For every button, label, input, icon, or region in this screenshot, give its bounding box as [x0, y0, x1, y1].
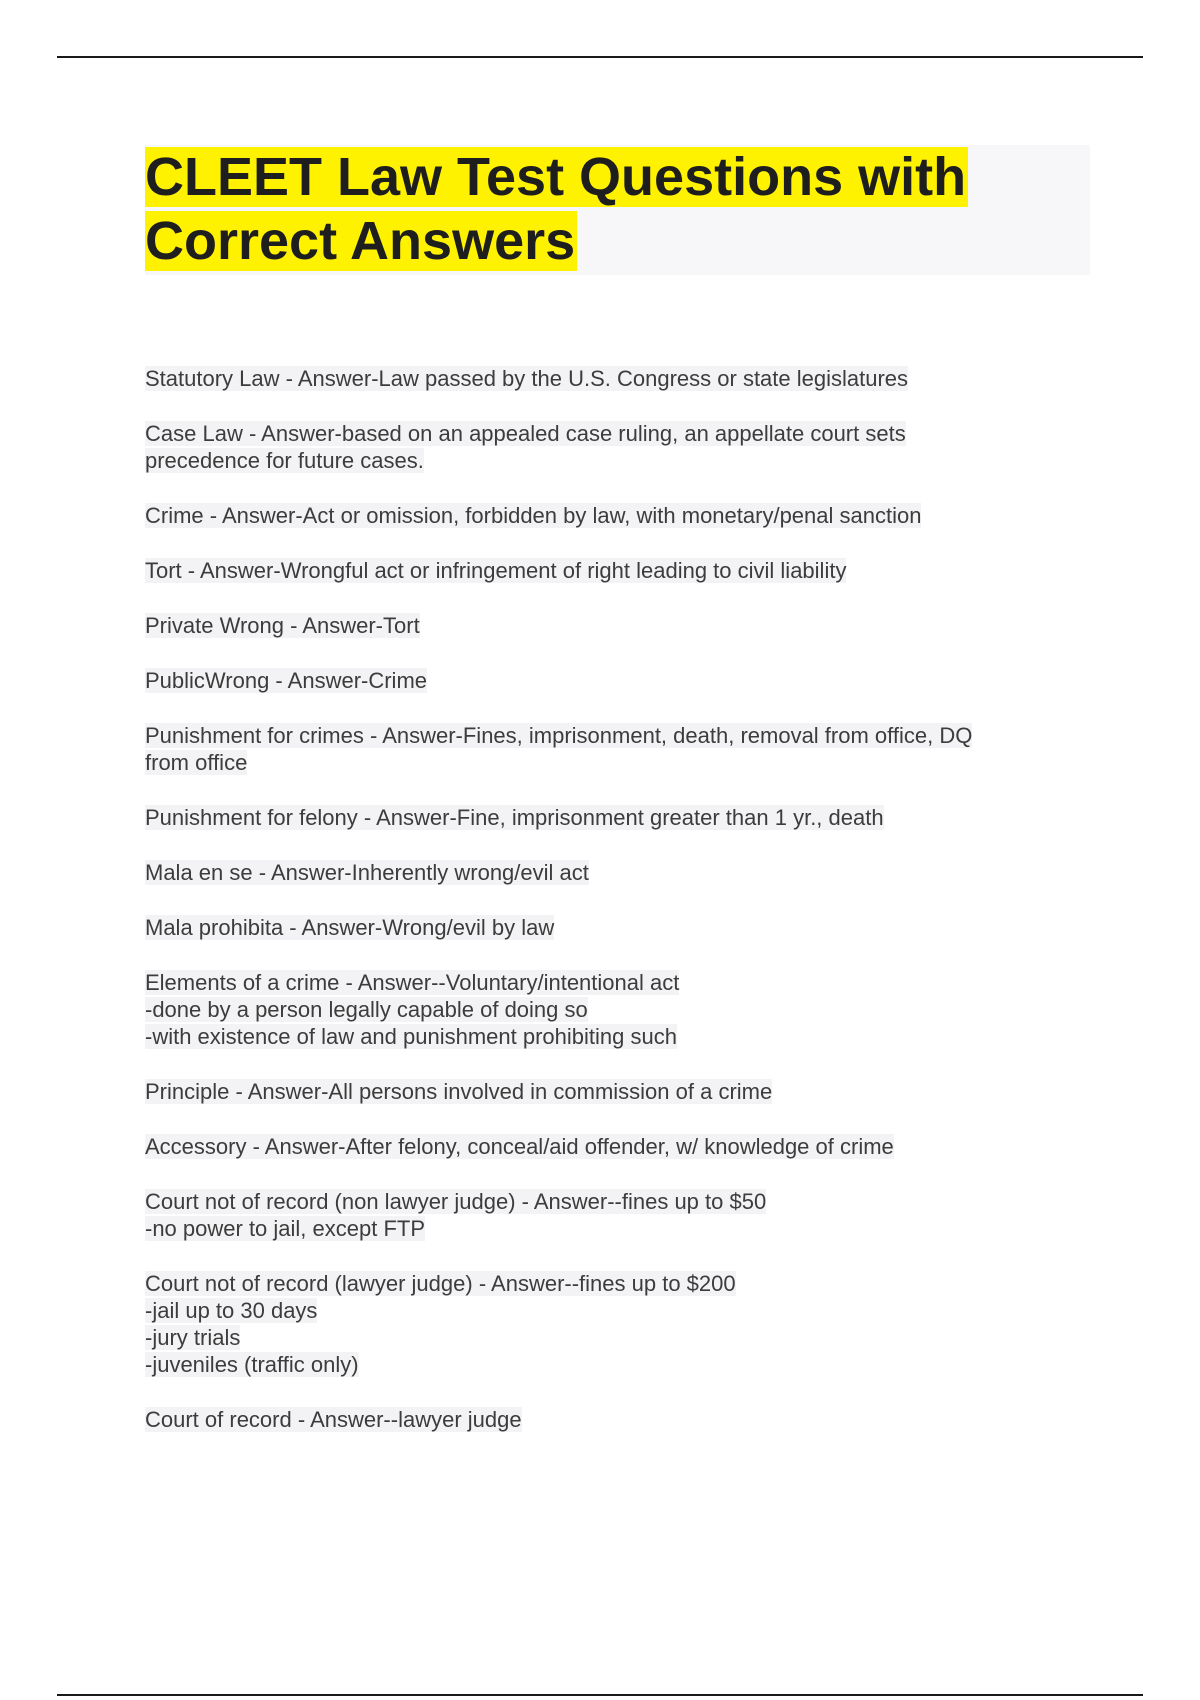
qa-entry: [145, 1270, 1090, 1378]
qa-entry-line: [145, 749, 1090, 776]
qa-entry-line: [145, 1215, 1090, 1242]
qa-entry-line: [145, 804, 1090, 831]
qa-entry: [145, 365, 1090, 392]
qa-entry: [145, 557, 1090, 584]
qa-entry-line: [145, 447, 1090, 474]
qa-entry-line: [145, 1351, 1090, 1378]
qa-entry-text: Elements of a crime - Answer--Voluntary/intentional act: [145, 970, 680, 995]
qa-entry-text: -juveniles (traffic only): [145, 1352, 359, 1377]
qa-entry-line: [145, 969, 1090, 996]
qa-entry-line: [145, 1133, 1090, 1160]
qa-entry-text: Mala prohibita - Answer-Wrong/evil by law: [145, 915, 555, 940]
qa-entry: [145, 804, 1090, 831]
qa-entry: [145, 667, 1090, 694]
qa-entry-text: Tort - Answer-Wrongful act or infringement of right leading to civil liability: [145, 558, 847, 583]
qa-entry: [145, 420, 1090, 474]
qa-entry: [145, 1406, 1090, 1433]
qa-entry-text: Principle - Answer-All persons involved in commission of a crime: [145, 1079, 773, 1104]
title-block: [145, 145, 1090, 275]
qa-entry-text: PublicWrong - Answer-Crime: [145, 668, 428, 693]
qa-entry-text: Punishment for crimes - Answer-Fines, imprisonment, death, removal from office, DQ: [145, 723, 973, 748]
qa-entry: [145, 914, 1090, 941]
qa-entry-line: [145, 859, 1090, 886]
document-title: [145, 145, 1090, 273]
qa-entry: [145, 612, 1090, 639]
title-line-1: CLEET Law Test Questions with: [145, 147, 967, 207]
qa-entry-text: -done by a person legally capable of doing so: [145, 997, 588, 1022]
qa-entry-line: [145, 1078, 1090, 1105]
qa-entry-text: Court not of record (lawyer judge) - Answer--fines up to $200: [145, 1271, 736, 1296]
qa-entry-line: [145, 612, 1090, 639]
qa-entry-line: [145, 914, 1090, 941]
qa-entry-text: Punishment for felony - Answer-Fine, imprisonment greater than 1 yr., death: [145, 805, 884, 830]
qa-entry-line: [145, 1188, 1090, 1215]
title-line-2: Correct Answers: [145, 211, 576, 271]
qa-entry-line: [145, 722, 1090, 749]
bottom-rule: [57, 1694, 1143, 1696]
qa-entry-line: [145, 667, 1090, 694]
qa-entry: [145, 859, 1090, 886]
qa-entry-text: Court of record - Answer--lawyer judge: [145, 1407, 522, 1432]
qa-entry-text: from office: [145, 750, 248, 775]
qa-entry-line: [145, 1270, 1090, 1297]
qa-entry-text: -with existence of law and punishment prohibiting such: [145, 1024, 677, 1049]
qa-entry: [145, 502, 1090, 529]
qa-entry-line: [145, 1023, 1090, 1050]
qa-entry-line: [145, 996, 1090, 1023]
qa-entry-text: Private Wrong - Answer-Tort: [145, 613, 420, 638]
qa-entry-line: [145, 557, 1090, 584]
qa-entry-line: [145, 502, 1090, 529]
qa-entry-line: [145, 1297, 1090, 1324]
qa-list: [145, 365, 1090, 1461]
qa-entry-line: [145, 1324, 1090, 1351]
qa-entry: [145, 1133, 1090, 1160]
qa-entry-text: Mala en se - Answer-Inherently wrong/evil act: [145, 860, 589, 885]
qa-entry-text: Court not of record (non lawyer judge) - Answer--fines up to $50: [145, 1189, 767, 1214]
qa-entry-text: -no power to jail, except FTP: [145, 1216, 426, 1241]
qa-entry-text: precedence for future cases.: [145, 448, 424, 473]
qa-entry-line: [145, 1406, 1090, 1433]
qa-entry-line: [145, 420, 1090, 447]
qa-entry-text: Statutory Law - Answer-Law passed by the U.S. Congress or state legislatures: [145, 366, 909, 391]
qa-entry-text: Case Law - Answer-based on an appealed case ruling, an appellate court sets: [145, 421, 906, 446]
qa-entry-line: [145, 365, 1090, 392]
qa-entry: [145, 1188, 1090, 1242]
qa-entry-text: Accessory - Answer-After felony, conceal/aid offender, w/ knowledge of crime: [145, 1134, 894, 1159]
qa-entry-text: Crime - Answer-Act or omission, forbidden by law, with monetary/penal sanction: [145, 503, 922, 528]
qa-entry-text: -jury trials: [145, 1325, 241, 1350]
qa-entry-text: -jail up to 30 days: [145, 1298, 318, 1323]
qa-entry: [145, 722, 1090, 776]
qa-entry: [145, 969, 1090, 1050]
top-rule: [57, 56, 1143, 58]
qa-entry: [145, 1078, 1090, 1105]
